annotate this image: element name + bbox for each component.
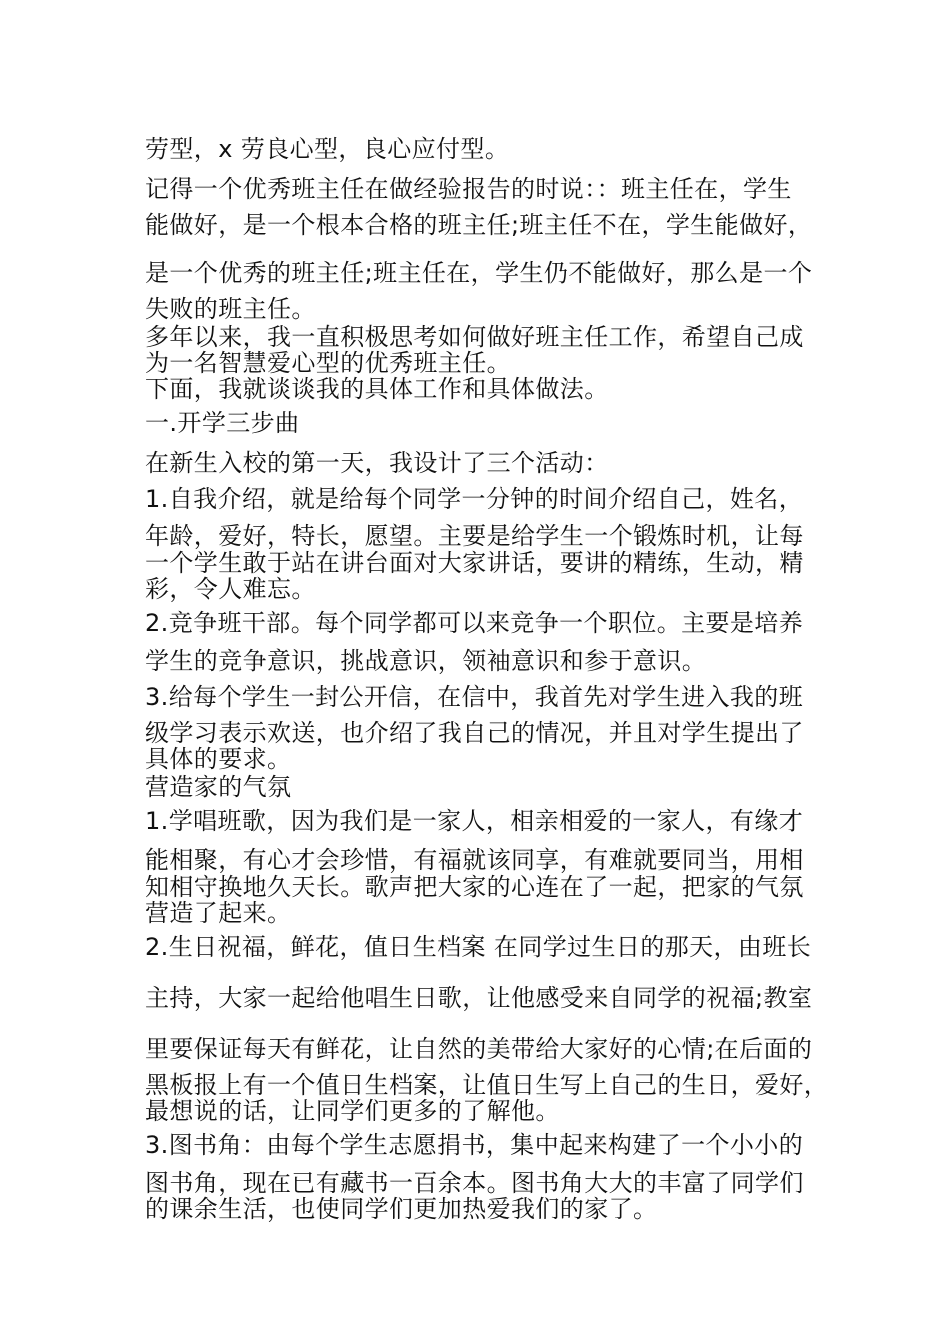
text-line: 在新生入校的第一天，我设计了三个活动： (145, 449, 609, 477)
text-line: 1.自我介绍，就是给每个同学一分钟的时间介绍自己，姓名， (145, 485, 804, 513)
text-line: 彩，令人难忘。 (145, 575, 316, 603)
text-line: 主持，大家一起给他唱生日歌，让他感受来自同学的祝福;教室 (145, 984, 813, 1012)
text-line: 的课余生活，也使同学们更加热爱我们的家了。 (145, 1195, 658, 1223)
text-line: 知相守换地久天长。歌声把大家的心连在了一起，把家的气氛 (145, 873, 804, 901)
text-line: 一个学生敢于站在讲台面对大家讲话，要讲的精练，生动，精 (145, 549, 804, 577)
text-line: 最想说的话，让同学们更多的了解他。 (145, 1097, 560, 1125)
text-line: 里要保证每天有鲜花，让自然的美带给大家好的心情;在后面的 (145, 1035, 813, 1063)
text-line: 多年以来，我一直积极思考如何做好班主任工作，希望自己成 (145, 323, 804, 351)
text-line: 具体的要求。 (145, 745, 292, 773)
section-heading: 营造家的气氛 (145, 773, 292, 801)
text-line: 能相聚，有心才会珍惜，有福就该同享，有难就要同当，用相 (145, 846, 804, 874)
text-line: 能做好，是一个根本合格的班主任;班主任不在，学生能做好， (145, 211, 813, 239)
text-line: 2.竞争班干部。每个同学都可以来竞争一个职位。主要是培养 (145, 609, 804, 637)
section-heading: 一.开学三步曲 (145, 409, 300, 437)
text-line: 3.图书角：由每个学生志愿捐书，集中起来构建了一个小小的 (145, 1131, 804, 1159)
text-line: 图书角，现在已有藏书一百余本。图书角大大的丰富了同学们 (145, 1169, 804, 1197)
text-line: 黑板报上有一个值日生档案，让值日生写上自己的生日，爱好， (145, 1071, 829, 1099)
text-line: 是一个优秀的班主任;班主任在，学生仍不能做好，那么是一个 (145, 259, 813, 287)
text-line: 劳型，x 劳良心型，良心应付型。 (145, 135, 510, 163)
text-line: 1.学唱班歌，因为我们是一家人，相亲相爱的一家人，有缘才 (145, 807, 804, 835)
text-line: 为一名智慧爱心型的优秀班主任。 (145, 349, 511, 377)
text-line: 3.给每个学生一封公开信，在信中，我首先对学生进入我的班 (145, 683, 804, 711)
text-line: 年龄，爱好，特长，愿望。主要是给学生一个锻炼时机，让每 (145, 522, 804, 550)
text-line: 学生的竞争意识，挑战意识，领袖意识和参于意识。 (145, 647, 707, 675)
text-line: 营造了起来。 (145, 899, 292, 927)
text-line: 记得一个优秀班主任在做经验报告的时说：：班主任在，学生 (145, 175, 792, 203)
text-line: 级学习表示欢送，也介绍了我自己的情况，并且对学生提出了 (145, 719, 804, 747)
text-line: 下面，我就谈谈我的具体工作和具体做法。 (145, 375, 609, 403)
text-line: 失败的班主任。 (145, 295, 316, 323)
text-line: 2.生日祝福，鲜花，值日生档案 在同学过生日的那天，由班长 (145, 933, 812, 961)
